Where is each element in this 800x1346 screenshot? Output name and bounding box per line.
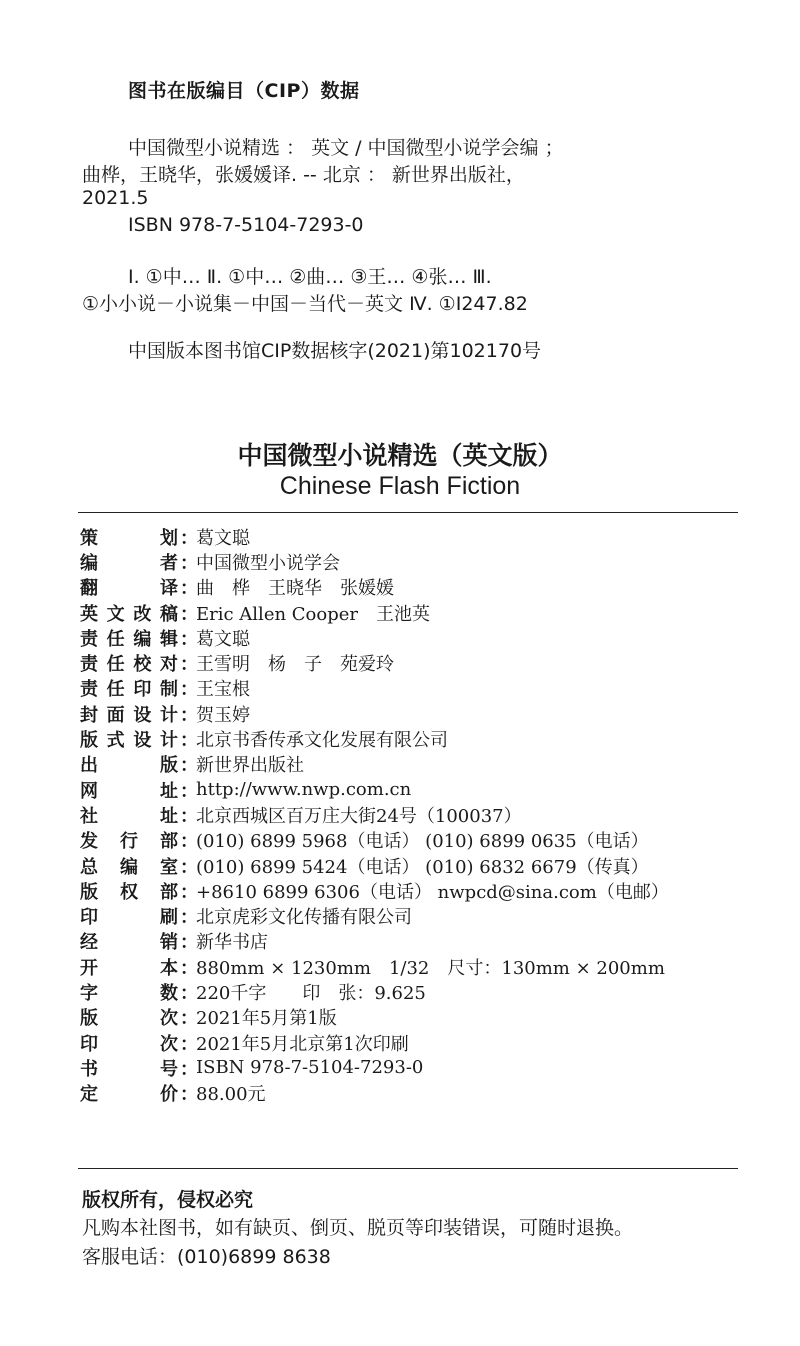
credit-label: 出版 [80, 755, 178, 777]
credit-label: 经销 [80, 932, 178, 954]
credit-label: 策划 [80, 527, 178, 549]
credit-row [80, 828, 760, 853]
credit-value: 新华书店 [196, 932, 268, 954]
credit-label: 英文改稿 [80, 603, 178, 625]
rights-reserved: 版权所有，侵权必究 [82, 1189, 254, 1211]
credit-value: 2021年5月第1版 [196, 1008, 337, 1030]
credit-value: 北京书香传承文化发展有限公司 [196, 730, 448, 752]
credit-colon: ： [180, 1033, 198, 1055]
credit-colon: ： [180, 907, 198, 929]
credit-label: 开本 [80, 957, 178, 979]
credit-label: 责任校对 [80, 654, 178, 676]
book-title-english: Chinese Flash Fiction [279, 472, 521, 500]
credit-row [80, 929, 760, 954]
credit-colon: ： [180, 983, 198, 1004]
credit-row [80, 650, 760, 675]
credit-value: +8610 6899 6306（电话） nwpcd@sina.com（电邮） [196, 881, 669, 903]
credit-label: 总编室 [80, 856, 178, 878]
credit-label: 印刷 [80, 907, 178, 929]
credit-colon: ： [180, 628, 198, 650]
credit-value: 880mm × 1230mm 1/32 尺寸：130mm × 200mm [196, 957, 665, 979]
credit-label: 印次 [80, 1033, 178, 1055]
credit-row [80, 903, 760, 928]
credit-value: 王雪明 杨 子 苑爱玲 [196, 654, 394, 676]
credit-colon: ： [180, 730, 198, 752]
credit-value: 北京西城区百万庄大街24号（100037） [196, 805, 522, 827]
credit-label: 定价 [80, 1084, 178, 1106]
credit-label: 版式设计 [80, 730, 178, 752]
credit-row [80, 524, 760, 549]
credit-value: (010) 6899 5424（电话） (010) 6832 6679（传真） [196, 856, 649, 878]
credit-colon: ： [180, 679, 198, 701]
credit-row [80, 1055, 760, 1080]
credit-colon: ： [180, 704, 198, 726]
credit-label: 责任印制 [80, 679, 178, 701]
credit-label: 编者 [80, 552, 178, 574]
credit-row [80, 549, 760, 574]
credit-label: 书号 [80, 1058, 178, 1080]
cip-line-3: 2021.5 [82, 187, 149, 209]
credit-row [80, 625, 760, 650]
credit-colon: ： [180, 780, 198, 802]
credit-colon: ： [180, 1084, 198, 1106]
cip-isbn: ISBN 978-7-5104-7293-0 [128, 214, 364, 236]
credit-row [80, 853, 760, 878]
cip-heading: 图书在版编目（CIP）数据 [128, 80, 360, 102]
cip-classification-2: ①小小说－小说集－中国－当代－英文 Ⅳ. ①I247.82 [82, 293, 528, 315]
credit-row [80, 726, 760, 751]
cip-classification-1: Ⅰ. ①中… Ⅱ. ①中… ②曲… ③王… ④张… Ⅲ. [128, 266, 492, 288]
credit-label: 社址 [80, 805, 178, 827]
credit-colon: ： [180, 1058, 198, 1080]
credit-label: 版次 [80, 1008, 178, 1030]
credit-label: 版权部 [80, 881, 178, 903]
credit-value: 王宝根 [196, 679, 250, 701]
credit-row [80, 575, 760, 600]
credit-row [80, 979, 760, 1004]
credit-value: Eric Allen Cooper 王池英 [196, 603, 431, 625]
credit-row [80, 954, 760, 979]
credit-row [80, 701, 760, 726]
bottom-divider [78, 1168, 738, 1169]
credit-label: 字数 [80, 983, 178, 1004]
credit-value: 中国微型小说学会 [196, 552, 340, 574]
credit-row [80, 600, 760, 625]
top-divider [78, 512, 738, 513]
credit-colon: ： [180, 932, 198, 954]
cip-line-1: 中国微型小说精选 ： 英文 / 中国微型小说学会编 ； [128, 137, 564, 159]
credit-colon: ： [180, 1008, 198, 1030]
credits-list [80, 524, 760, 1106]
credit-colon: ： [180, 856, 198, 878]
credit-colon: ： [180, 603, 198, 625]
credit-value: http://www.nwp.com.cn [196, 779, 412, 801]
service-phone: 客服电话：(010)6899 8638 [82, 1246, 331, 1268]
credit-colon: ： [180, 578, 198, 600]
credit-value: 220千字 印 张：9.625 [196, 983, 426, 1004]
cip-record-number: 中国版本图书馆CIP数据核字(2021)第102170号 [128, 340, 542, 362]
credit-value: 贺玉婷 [196, 704, 250, 726]
credit-value: 新世界出版社 [196, 755, 304, 777]
credit-value: ISBN 978-7-5104-7293-0 [196, 1057, 424, 1079]
credit-colon: ： [180, 881, 198, 903]
credit-value: (010) 6899 5968（电话） (010) 6899 0635（电话） [196, 831, 649, 853]
credit-colon: ： [180, 654, 198, 676]
credit-row [80, 777, 760, 802]
credit-label: 责任编辑 [80, 628, 178, 650]
credit-colon: ： [180, 755, 198, 777]
credit-colon: ： [180, 552, 198, 574]
credit-value: 曲 桦 王晓华 张媛媛 [196, 578, 394, 600]
credit-row [80, 878, 760, 903]
credit-label: 封面设计 [80, 704, 178, 726]
credit-row [80, 802, 760, 827]
credit-colon: ： [180, 957, 198, 979]
return-notice: 凡购本社图书，如有缺页、倒页、脱页等印装错误，可随时退换。 [82, 1217, 634, 1239]
credit-label: 翻译 [80, 578, 178, 600]
credit-value: 葛文聪 [196, 628, 250, 650]
credit-label: 发行部 [80, 831, 178, 853]
credit-value: 88.00元 [196, 1084, 266, 1106]
credit-value: 北京虎彩文化传播有限公司 [196, 907, 412, 929]
credit-row [80, 1030, 760, 1055]
credit-row [80, 1081, 760, 1106]
credit-label: 网址 [80, 780, 178, 802]
credit-row [80, 1005, 760, 1030]
credit-colon: ： [180, 831, 198, 853]
credit-value: 2021年5月北京第1次印刷 [196, 1033, 409, 1055]
credit-colon: ： [180, 805, 198, 827]
credit-colon: ： [180, 527, 198, 549]
credit-row [80, 752, 760, 777]
cip-line-2: 曲桦，王晓华，张媛媛译. -- 北京 ： 新世界出版社， [82, 164, 525, 186]
credit-row [80, 676, 760, 701]
book-title-chinese: 中国微型小说精选（英文版） [237, 441, 563, 470]
credit-value: 葛文聪 [196, 527, 250, 549]
